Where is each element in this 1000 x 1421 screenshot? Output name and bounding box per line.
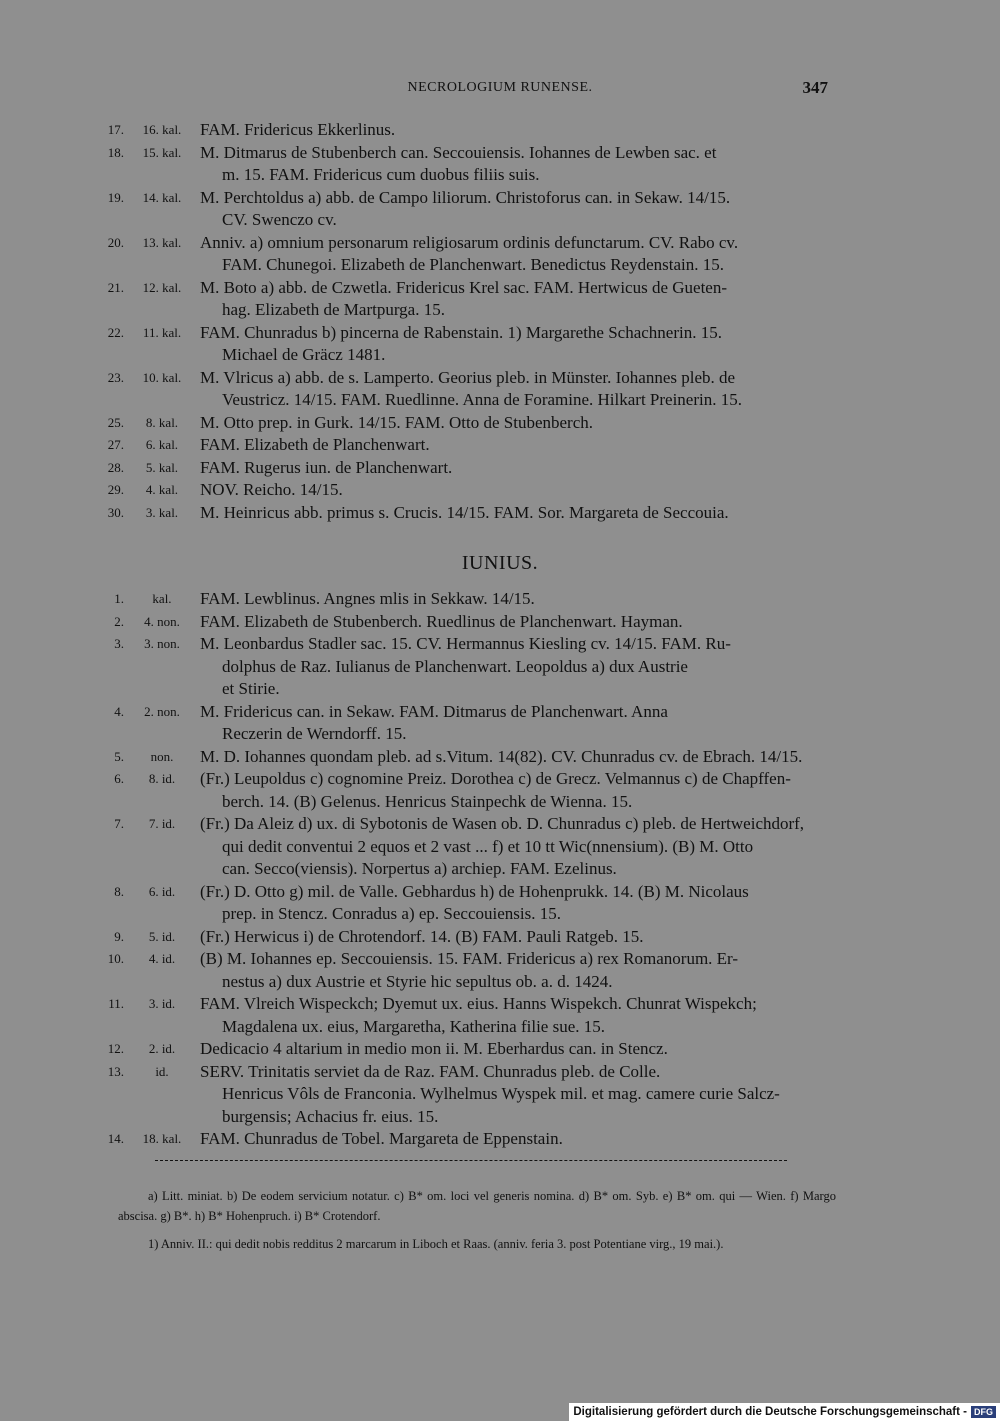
entry-number: 22. [107,324,124,340]
page-number: 347 [802,78,828,97]
entry-row [98,948,833,993]
entry-date: non. [150,748,174,764]
entry-row [98,633,833,701]
entry-line: FAM. Elizabeth de Stubenberch. Ruedlinus de Planchenwart. Hayman. [200,611,683,631]
entry-line: hag. Elizabeth de Martpurga. 15. [222,300,445,319]
entry-line: CV. Swenczo cv. [222,210,337,229]
entry-line: Reczerin de Werndorff. 15. [222,724,407,743]
entry-number: 9. [114,928,124,944]
entry-text [200,187,833,232]
entry-line: burgensis; Achacius fr. eius. 15. [222,1106,439,1126]
entry-row [98,457,833,480]
entry-text [200,768,833,813]
entry-date: 5. id. [148,928,176,944]
entry-line: SERV. Trinitatis serviet da de Raz. FAM. Chunradus pleb. de Colle. [200,1061,661,1081]
entry-line: FAM. Vlreich Wispeckch; Dyemut ux. eius. Hanns Wispekch. Chunrat Wispekch; [200,994,757,1013]
entry-row [98,768,833,813]
entry-text [200,633,833,701]
entry-number: 6. [114,771,124,786]
entry-number: 12. [107,1041,124,1056]
entry-date: 18. kal. [142,1131,182,1146]
running-head: NECROLOGIUM RUNENSE. [407,80,593,95]
entry-row [98,434,833,457]
entry-number: 20. [107,234,124,250]
entry-number: 19. [107,189,124,205]
entry-text [200,502,833,525]
entry-date: 4. kal. [145,482,179,497]
entry-date: 3. id. [148,996,176,1011]
entry-line: Henricus Vôls de Franconia. Wylhelmus Wyspek mil. et mag. camere curie Salcz- [222,1084,780,1103]
entry-row [98,1038,833,1061]
entry-row [98,588,833,611]
dfg-funding-text: Digitalisierung gefördert durch die Deutsche Forschungsgemeinschaft - [573,1406,967,1418]
entry-line: nestus a) dux Austrie et Styrie hic sepultus ob. a. d. 1424. [222,971,613,991]
entry-line: M. Vlricus a) abb. de s. Lamperto. Georius pleb. in Münster. Iohannes pleb. de [200,367,736,387]
dfg-funding-bar [569,1403,1000,1421]
entry-number: 21. [107,279,124,295]
entry-row [98,187,833,232]
entry-number: 18. [107,144,124,160]
entry-line: M. Heinricus abb. primus s. Crucis. 14/15. FAM. Sor. Margareta de Seccouia. [200,502,729,522]
page-header [0,78,1000,102]
entry-line: (B) M. Iohannes ep. Seccouiensis. 15. FAM. Fridericus a) rex Romanorum. Er- [200,949,739,968]
entry-row [98,119,833,142]
entry-row [98,813,833,881]
entry-row [98,993,833,1038]
entry-row [98,701,833,746]
entry-date: 10. kal. [142,369,182,385]
entry-line: can. Secco(viensis). Norpertus a) archiep. FAM. Ezelinus. [222,859,617,878]
entry-date: 3. kal. [145,504,179,520]
entry-line: Anniv. a) omnium personarum religiosarum ordinis defunctarum. CV. Rabo cv. [200,232,739,252]
entry-line: FAM. Elizabeth de Planchenwart. [200,435,430,454]
entry-number: 11. [108,996,124,1011]
entry-number: 2. [114,613,124,629]
entry-line: Dedicacio 4 altarium in medio mon ii. M. Eberhardus can. in Stencz. [200,1039,668,1058]
entry-line: prep. in Stencz. Conradus a) ep. Seccouiensis. 15. [222,904,561,923]
entry-text [200,993,833,1038]
entry-date: 5. kal. [145,459,179,475]
entry-row [98,367,833,412]
entry-text [200,119,833,142]
entry-date: 8. kal. [145,414,179,430]
entry-text [200,813,833,881]
entry-text [200,232,833,277]
entry-row [98,277,833,322]
entry-line: (Fr.) Herwicus i) de Chrotendorf. 14. (B) FAM. Pauli Ratgeb. 15. [200,926,644,946]
entry-line: m. 15. FAM. Fridericus cum duobus filiis suis. [222,165,540,184]
entry-date: 12. kal. [142,279,182,295]
entry-date: 4. non. [144,613,180,629]
footnotes [118,1186,836,1262]
entry-line: M. Leonbardus Stadler sac. 15. CV. Hermannus Kiesling cv. 14/15. FAM. Ru- [200,634,731,653]
entry-date: 13. kal. [142,234,182,250]
entry-line: M. Otto prep. in Gurk. 14/15. FAM. Otto de Stubenberch. [200,412,594,432]
entry-line: FAM. Lewblinus. Angnes mlis in Sekkaw. 14/15. [200,589,535,608]
entry-text [200,588,833,611]
entry-number: 23. [107,369,124,385]
entry-text [200,1038,833,1061]
entry-line: FAM. Chunradus de Tobel. Margareta de Eppenstain. [200,1129,563,1148]
entry-line: Veustricz. 14/15. FAM. Ruedlinne. Anna de Foramine. Hilkart Preinerin. 15. [222,390,742,409]
entry-text [200,322,833,367]
entry-row [98,1061,833,1129]
entry-date: 2. id. [148,1041,176,1056]
entry-line: M. Ditmarus de Stubenberch can. Seccouiensis. Iohannes de Lewben sac. et [200,142,717,162]
entry-number: 25. [107,414,124,430]
entry-line: et Stirie. [222,679,280,698]
entry-number: 8. [114,883,124,899]
entry-line: FAM. Rugerus iun. de Planchenwart. [200,457,453,477]
entry-date: 16. kal. [142,122,182,137]
entries-june [98,588,833,1151]
entry-text [200,926,833,949]
entry-line: qui dedit conventui 2 equos et 2 vast ... f) et 10 tt Wic(nnensium). (B) M. Otto [222,836,754,856]
entry-row [98,881,833,926]
entry-row [98,746,833,769]
entry-number: 28. [107,459,124,475]
entry-line: M. Perchtoldus a) abb. de Campo liliorum. Christoforus can. in Sekaw. 14/15. [200,187,731,207]
footnote: a) Litt. miniat. b) De eodem servicium notatur. c) B* om. loci vel generis nomina. d) B* om. Syb. e) B* om. qui — Wien. f) Margo abscisa. g) B*. h) B* Hohenpruch. i) B* Crotendorf. [118,1189,836,1223]
section-title: IUNIUS. [461,552,539,574]
entry-date: 7. id. [148,816,176,831]
entry-number: 27. [107,437,124,452]
entry-line: M. Fridericus can. in Sekaw. FAM. Ditmarus de Planchenwart. Anna [200,701,668,721]
entry-number: 5. [114,748,124,764]
entry-line: (Fr.) Da Aleiz d) ux. di Sybotonis de Wasen ob. D. Chunradus c) pleb. de Hertweichdorf, [200,814,805,833]
entry-number: 3. [114,636,124,651]
entry-line: FAM. Chunradus b) pincerna de Rabenstain. 1) Margarethe Schachnerin. 15. [200,322,722,342]
entry-number: 14. [107,1131,124,1146]
entry-line: M. Boto a) abb. de Czwetla. Fridericus Krel sac. FAM. Hertwicus de Gueten- [200,277,728,297]
dfg-logo-icon: DFG [971,1406,996,1418]
entry-date: 15. kal. [142,144,182,160]
entry-line: dolphus de Raz. Iulianus de Planchenwart. Leopoldus a) dux Austrie [222,656,688,676]
entry-text [200,142,833,187]
entry-line: FAM. Fridericus Ekkerlinus. [200,120,396,139]
entry-row [98,322,833,367]
entry-row [98,1128,833,1151]
entry-text [200,701,833,746]
entry-text [200,367,833,412]
entry-number: 17. [107,122,124,137]
footnote-divider [155,1160,787,1161]
entry-date: 4. id. [148,951,176,966]
entry-line: M. D. Iohannes quondam pleb. ad s.Vitum. 14(82). CV. Chunradus cv. de Ebrach. 14/15. [200,746,803,766]
entry-date: 14. kal. [142,189,182,205]
entry-date: 2. non. [144,703,180,719]
entry-text [200,412,833,435]
entry-row [98,412,833,435]
entry-text [200,1128,833,1151]
entry-text [200,457,833,480]
entry-row [98,926,833,949]
entry-line: FAM. Chunegoi. Elizabeth de Planchenwart. Benedictus Reydenstain. 15. [222,255,725,274]
entry-date: 6. id. [148,883,176,899]
entry-number: 30. [107,504,124,520]
entry-number: 4. [114,703,124,719]
entry-line: (Fr.) Leupoldus c) cognomine Preiz. Dorothea c) de Grecz. Velmannus c) de Chapffen- [200,769,791,788]
entry-line: Magdalena ux. eius, Margaretha, Katherina filie sue. 15. [222,1016,605,1036]
entry-text [200,277,833,322]
entry-number: 13. [107,1063,124,1079]
entry-number: 7. [114,816,124,831]
entry-line: berch. 14. (B) Gelenus. Henricus Stainpechk de Wienna. 15. [222,791,633,811]
entry-number: 10. [107,951,124,966]
entry-text [200,611,833,634]
entry-text [200,948,833,993]
entry-text [200,434,833,457]
entry-row [98,479,833,502]
entry-row [98,232,833,277]
entry-text [200,746,833,769]
entry-line: Michael de Gräcz 1481. [222,345,386,364]
entries-may [98,119,833,524]
entry-line: NOV. Reicho. 14/15. [200,480,343,499]
entry-text [200,479,833,502]
entry-date: 6. kal. [145,437,179,452]
entry-date: 3. non. [144,636,180,651]
entry-number: 1. [114,591,124,606]
entry-text [200,881,833,926]
entry-row [98,502,833,525]
entry-date: kal. [152,591,172,606]
entry-date: 11. kal. [142,324,182,340]
footnote: 1) Anniv. II.: qui dedit nobis redditus 2 marcarum in Liboch et Raas. (anniv. feria 3. post Potentiane virg., 19 mai.). [148,1237,724,1251]
entry-text [200,1061,833,1129]
entry-number: 29. [107,482,124,497]
entry-date: 8. id. [148,771,176,786]
entry-date: id. [155,1063,169,1079]
entry-line: (Fr.) D. Otto g) mil. de Valle. Gebhardus h) de Hohenprukk. 14. (B) M. Nicolaus [200,881,749,901]
entry-row [98,142,833,187]
entry-row [98,611,833,634]
